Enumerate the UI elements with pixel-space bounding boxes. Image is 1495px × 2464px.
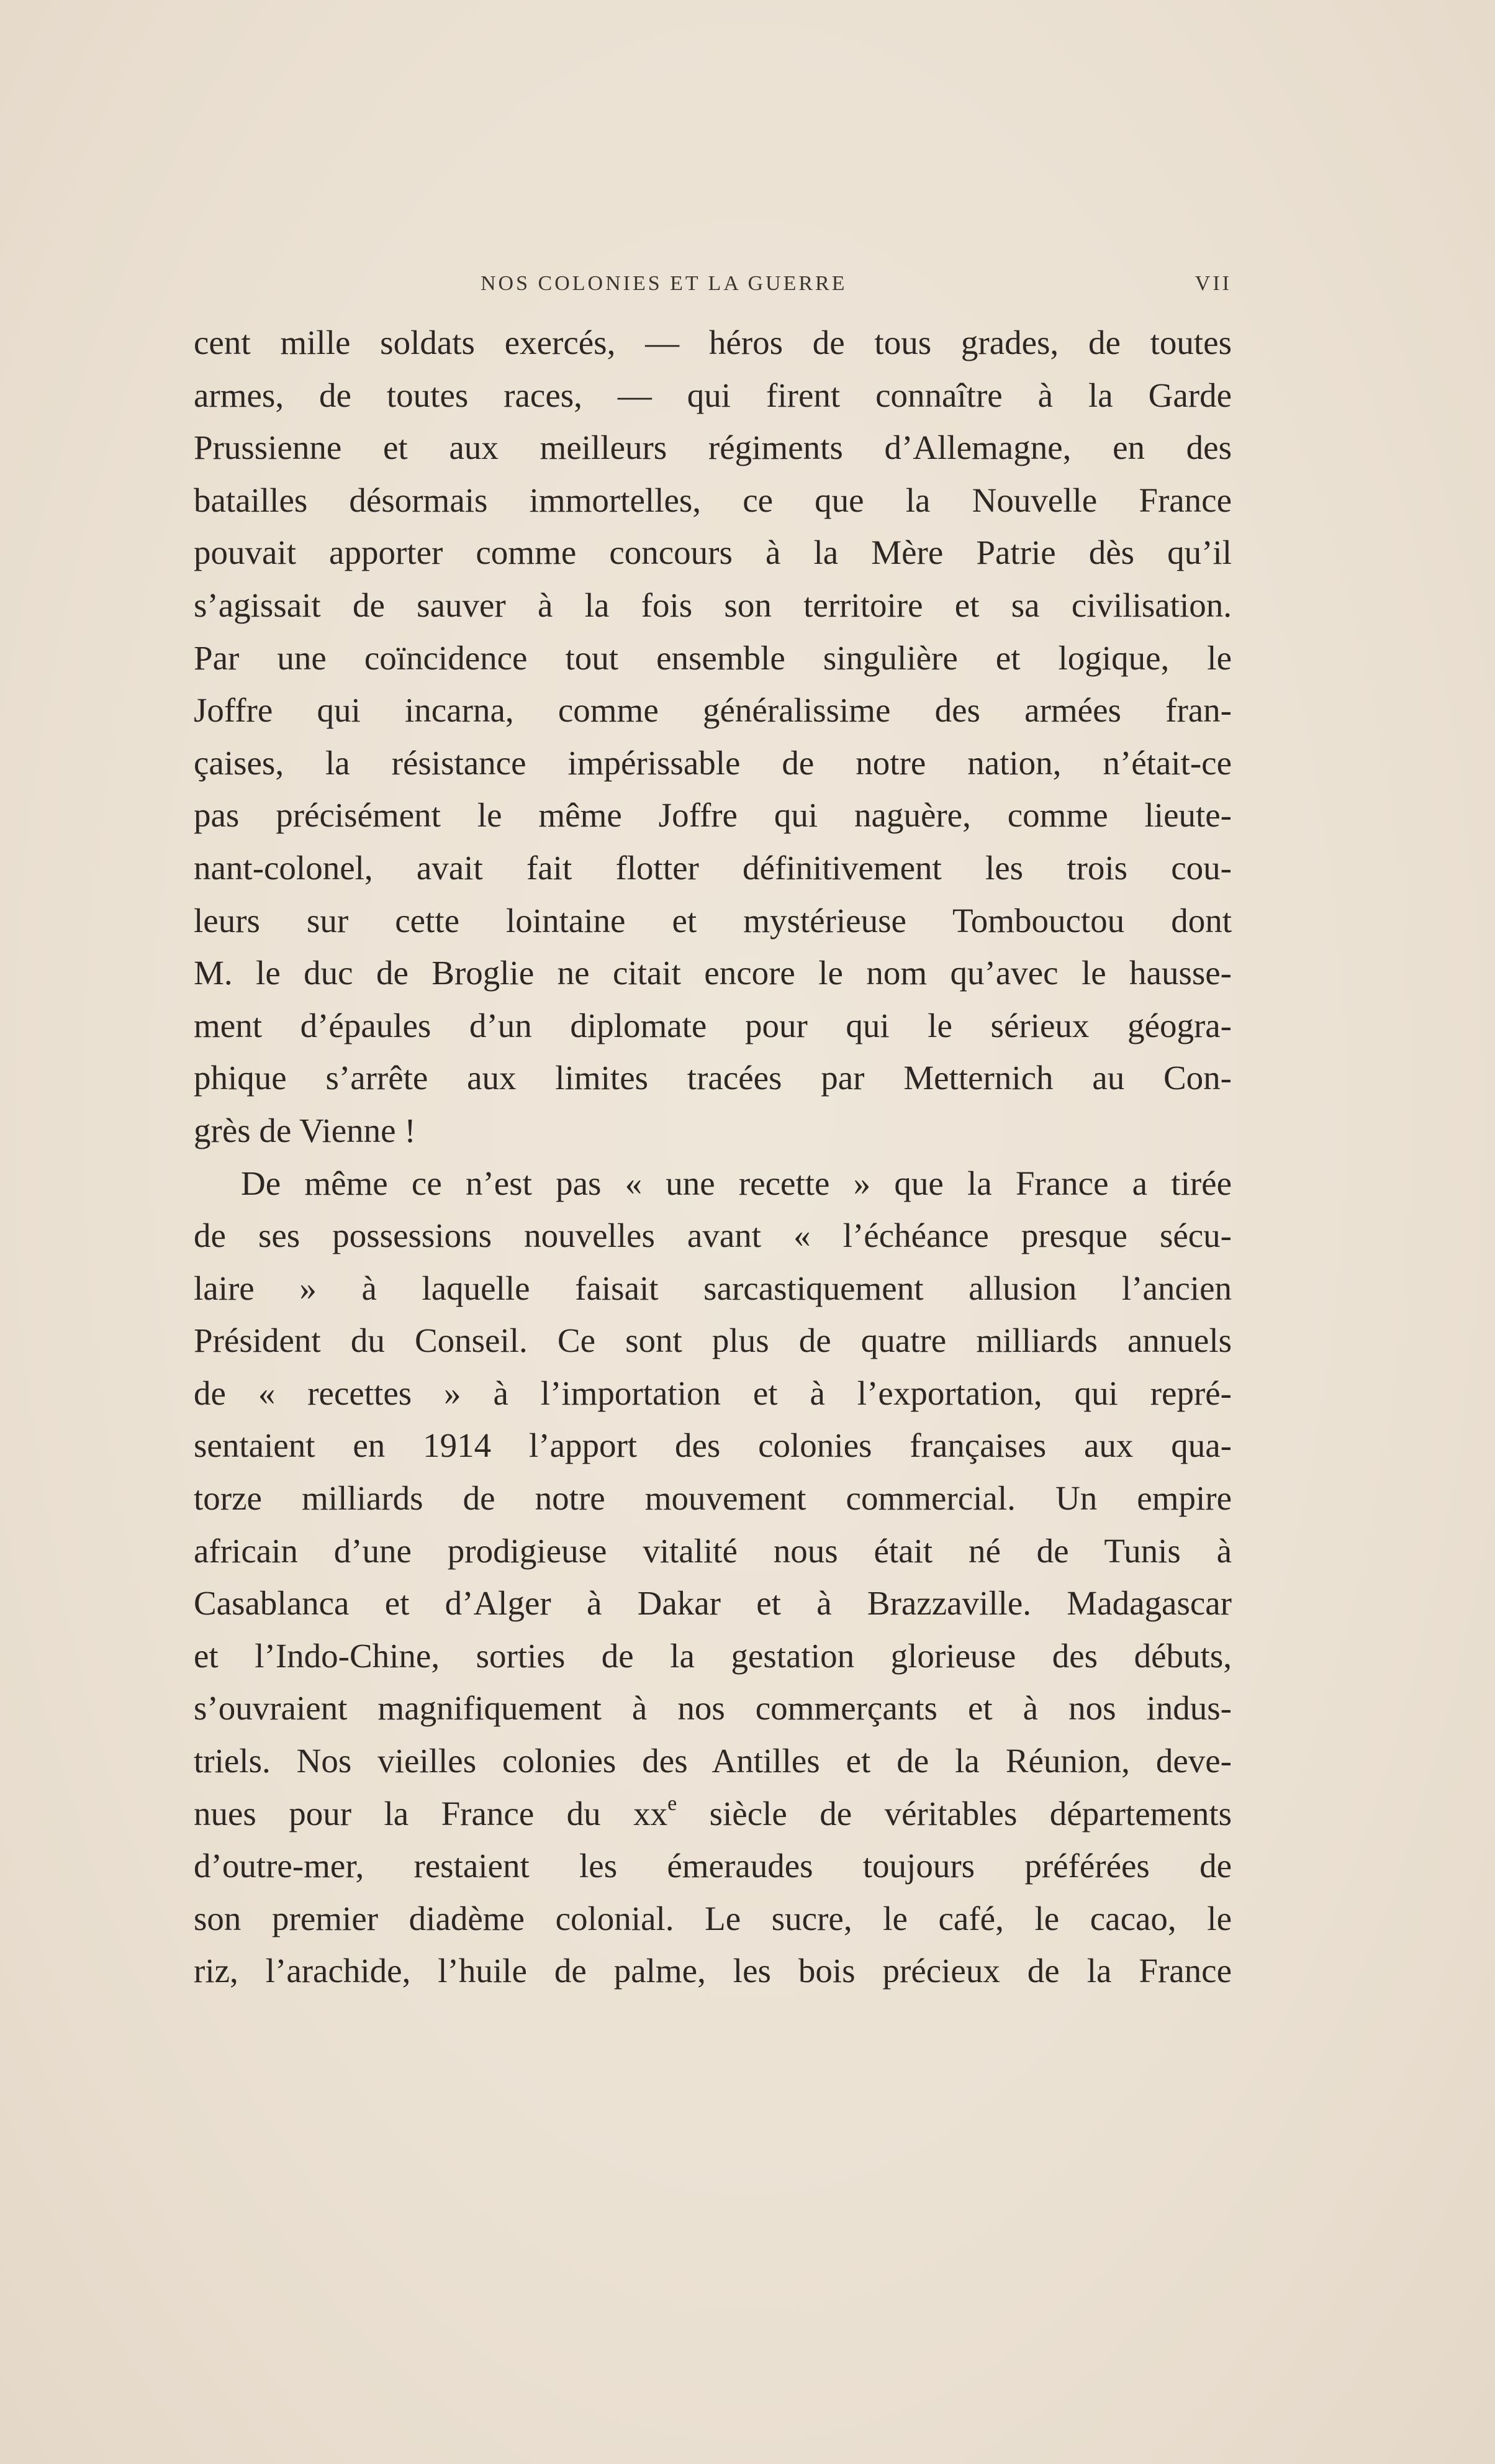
text-line: s’agissait de sauver à la fois son territoire et sa civilisation. xyxy=(194,586,1232,624)
text-line: De même ce n’est pas « une recette » que la France a tirée xyxy=(241,1164,1232,1202)
text-line: phique s’arrête aux limites tracées par Metternich au Con- xyxy=(194,1059,1232,1097)
text-line: africain d’une prodigieuse vitalité nous était né de Tunis à xyxy=(194,1531,1232,1570)
text-line: sentaient en 1914 l’apport des colonies françaises aux qua- xyxy=(194,1426,1232,1465)
text-line: pas précisément le même Joffre qui naguère, comme lieute- xyxy=(194,796,1232,835)
text-line: M. le duc de Broglie ne citait encore le nom qu’avec le hausse- xyxy=(194,954,1232,992)
text-line: çaises, la résistance impérissable de notre nation, n’était-ce xyxy=(194,743,1232,782)
body-text xyxy=(194,317,1232,1998)
superscript: e xyxy=(667,1791,677,1815)
running-title: NOS COLONIES ET LA GUERRE xyxy=(481,272,847,295)
text-line: s’ouvraient magnifiquement à nos commerçants et à nos indus- xyxy=(194,1689,1232,1728)
text-line: riz, l’arachide, l’huile de palme, les bois précieux de la France xyxy=(194,1952,1232,1990)
text-line: Joffre qui incarna, comme généralissime des armées fran- xyxy=(194,691,1232,730)
text-line: torze milliards de notre mouvement commercial. Un empire xyxy=(194,1479,1232,1518)
text-line: de « recettes » à l’importation et à l’exportation, qui repré- xyxy=(194,1374,1232,1412)
text-line xyxy=(194,1788,1232,1841)
text-line: Prussienne et aux meilleurs régiments d’Allemagne, en des xyxy=(194,428,1232,467)
page-number: VII xyxy=(1195,272,1232,295)
text-line: et l’Indo-Chine, sorties de la gestation glorieuse des débuts, xyxy=(194,1636,1232,1675)
text-line: d’outre-mer, restaient les émeraudes toujours préférées de xyxy=(194,1847,1232,1885)
text-line: Président du Conseil. Ce sont plus de quatre milliards annuels xyxy=(194,1321,1232,1360)
text-line: pouvait apporter comme concours à la Mère Patrie dès qu’il xyxy=(194,533,1232,572)
text-line: ment d’épaules d’un diplomate pour qui le sérieux géogra- xyxy=(194,1006,1232,1044)
running-header xyxy=(194,272,1232,297)
text-line: Par une coïncidence tout ensemble singulière et logique, le xyxy=(194,638,1232,677)
text-line: nant-colonel, avait fait flotter définitivement les trois cou- xyxy=(194,848,1232,887)
text-segment: nues pour la France du xx xyxy=(194,1794,668,1832)
text-line: de ses possessions nouvelles avant « l’échéance presque sécu- xyxy=(194,1216,1232,1255)
text-line: leurs sur cette lointaine et mystérieuse Tombouctou dont xyxy=(194,901,1232,940)
text-line: batailles désormais immortelles, ce que la Nouvelle France xyxy=(194,481,1232,519)
text-line: grès de Vienne ! xyxy=(194,1111,416,1149)
text-line: laire » à laquelle faisait sarcastiquement allusion l’ancien xyxy=(194,1269,1232,1307)
text-line: armes, de toutes races, — qui firent connaître à la Garde xyxy=(194,376,1232,414)
text-line: son premier diadème colonial. Le sucre, le café, le cacao, le xyxy=(194,1899,1232,1937)
text-line: Casablanca et d’Alger à Dakar et à Brazzaville. Madagascar xyxy=(194,1584,1232,1623)
text-line: cent mille soldats exercés, — héros de tous grades, de toutes xyxy=(194,324,1232,361)
text-segment: siècle de véritables départements xyxy=(677,1794,1232,1832)
text-line: triels. Nos vieilles colonies des Antilles et de la Réunion, deve- xyxy=(194,1742,1232,1780)
